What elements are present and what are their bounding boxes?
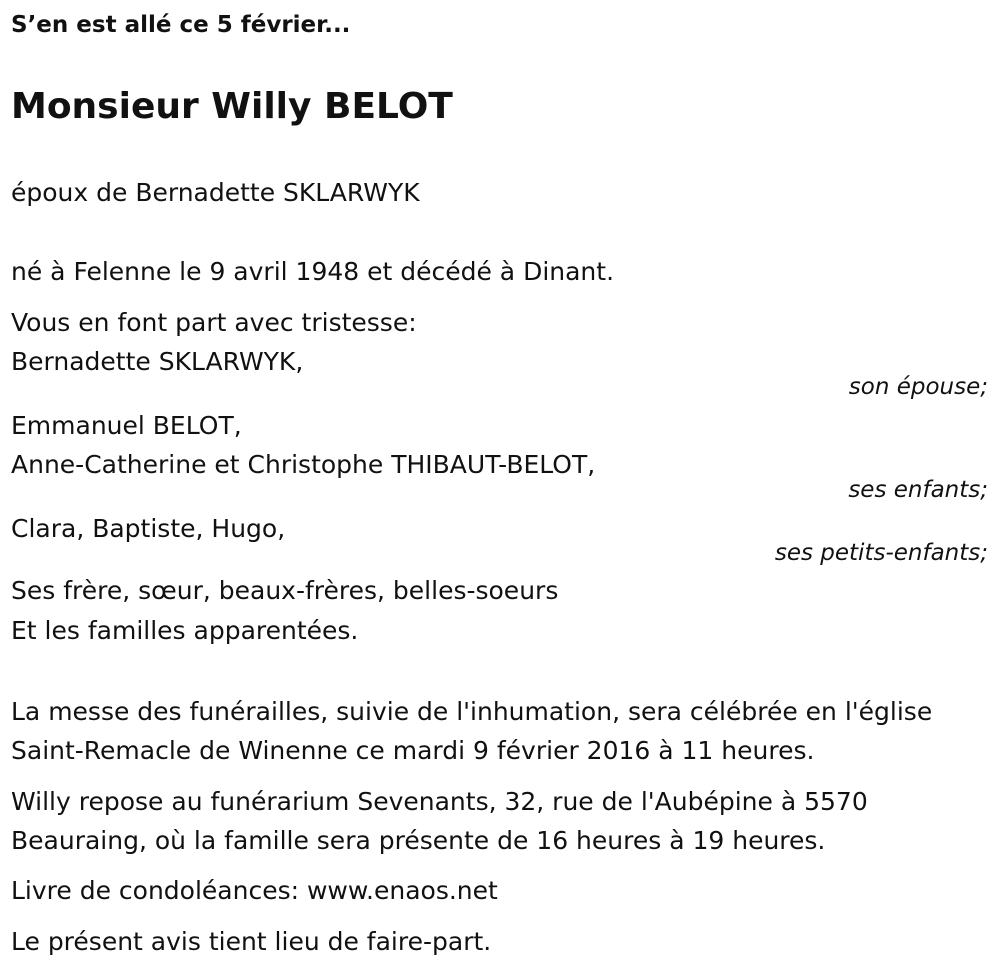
- funeral-line-2: Saint-Remacle de Winenne ce mardi 9 février 2016 à 11 heures.: [11, 736, 815, 765]
- condolences-line: Livre de condoléances: www.enaos.net: [11, 876, 498, 905]
- funeral-line-1: La messe des funérailles, suivie de l'inhumation, sera célébrée en l'église: [11, 697, 933, 726]
- closing-line: Le présent avis tient lieu de faire-part.: [11, 927, 492, 956]
- family-member-child-1: Emmanuel BELOT,: [11, 411, 242, 440]
- intro-heading: S’en est allé ce 5 février...: [11, 12, 351, 38]
- repose-line-1: Willy repose au funérarium Sevenants, 32, rue de l'Aubépine à 5570: [11, 787, 868, 816]
- repose-line-2: Beauraing, où la famille sera présente de 16 heures à 19 heures.: [11, 826, 826, 855]
- relatives-line: Et les familles apparentées.: [11, 616, 359, 645]
- relation-children: ses enfants;: [848, 477, 988, 503]
- relation-grandchildren: ses petits-enfants;: [774, 540, 988, 566]
- birth-death-line: né à Felenne le 9 avril 1948 et décédé à Dinant.: [11, 257, 615, 286]
- announcement-line: Vous en font part avec tristesse:: [11, 308, 417, 337]
- family-member-grandchildren: Clara, Baptiste, Hugo,: [11, 514, 286, 543]
- siblings-line: Ses frère, sœur, beaux-frères, belles-soeurs: [11, 576, 559, 605]
- family-member-spouse: Bernadette SKLARWYK,: [11, 347, 304, 376]
- deceased-name: Monsieur Willy BELOT: [11, 86, 453, 127]
- family-member-child-2: Anne-Catherine et Christophe THIBAUT-BELOT,: [11, 450, 596, 479]
- relation-spouse: son épouse;: [848, 374, 988, 400]
- spouse-line: époux de Bernadette SKLARWYK: [11, 178, 420, 207]
